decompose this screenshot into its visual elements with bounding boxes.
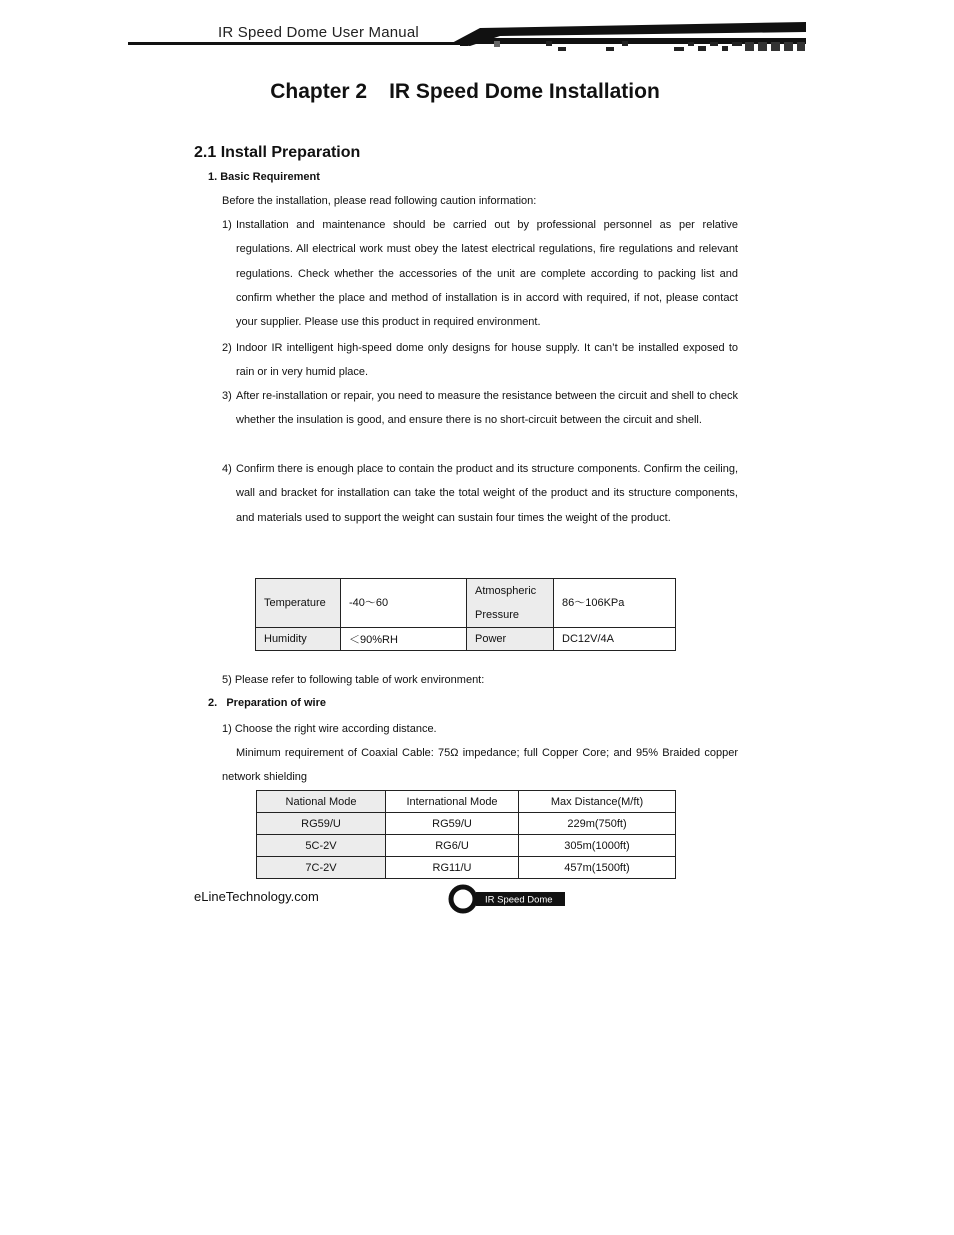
table-cell: Power xyxy=(467,628,554,651)
chapter-title xyxy=(0,80,930,104)
list-item-text: After re-installation or repair, you need to measure the resistance between the circuit and shell to check whether the insulation is good, and ensure there is no short-circuit between the circuit and shell. xyxy=(236,390,738,427)
table-cell: 7C-2V xyxy=(257,857,386,879)
table-row xyxy=(257,835,676,857)
table-cell: 86～106KPa xyxy=(554,579,676,628)
ir-speed-dome-logo xyxy=(448,884,568,914)
table-cell: RG6/U xyxy=(386,835,519,857)
table-cell: 229m(750ft) xyxy=(519,813,676,835)
list-item xyxy=(222,213,738,334)
table-header-cell: International Mode xyxy=(386,791,519,813)
work-environment-table xyxy=(255,578,676,651)
table-row xyxy=(256,579,676,628)
footer-website: eLineTechnology.com xyxy=(194,889,319,904)
header-banner-graphic xyxy=(440,22,806,54)
list-item-text: Confirm there is enough place to contain the product and its structure components. Confirm the ceiling, wall and bracket for installation can take the total weight of the product and its structure components, and materials used to support the weight can sustain four times the weight of the product. xyxy=(236,463,738,524)
wire-heading: 2. Preparation of wire xyxy=(208,697,326,709)
basic-requirement-heading: 1. Basic Requirement xyxy=(208,171,320,183)
table-cell: RG11/U xyxy=(386,857,519,879)
list-item xyxy=(222,336,738,385)
chapter-number: Chapter 2 xyxy=(270,80,368,103)
table-cell: RG59/U xyxy=(257,813,386,835)
table-cell: 5C-2V xyxy=(257,835,386,857)
table-cell: Temperature xyxy=(256,579,341,628)
list-item-text: Indoor IR intelligent high-speed dome only designs for house supply. It can’t be installed exposed to rain or in very humid place. xyxy=(236,342,738,379)
table-header-cell: National Mode xyxy=(257,791,386,813)
wire-distance-table xyxy=(256,790,676,879)
intro-paragraph: Before the installation, please read following caution information: xyxy=(222,195,537,207)
header-rule xyxy=(128,42,468,45)
table-cell: 305m(1000ft) xyxy=(519,835,676,857)
wire-item-1: 1) Choose the right wire according distance. xyxy=(222,723,437,735)
list-item-number: 1) xyxy=(222,219,232,231)
coaxial-requirement: Minimum requirement of Coaxial Cable: 75Ω impedance; full Copper Core; and 95% Braided copper network shielding xyxy=(222,747,738,784)
table-row xyxy=(257,857,676,879)
section-heading: 2.1 Install Preparation xyxy=(194,144,361,161)
table-cell: Humidity xyxy=(256,628,341,651)
table-cell: -40～60 xyxy=(341,579,467,628)
list-item xyxy=(222,384,738,433)
table-header-cell: Max Distance(M/ft) xyxy=(519,791,676,813)
table-row xyxy=(256,628,676,651)
table-cell: Atmospheric Pressure xyxy=(467,579,554,628)
list-item-text: Installation and maintenance should be carried out by professional personnel as per relative regulations. All electrical work must obey the latest electrical regulations, fire regulations and relevant regulations. Check whether the accessories of the unit are complete according to packing list and confirm whether the place and method of installation is in accord with required, if not, please contact your supplier. Please use this product in required environment. xyxy=(236,219,738,329)
item-5-text: 5) Please refer to following table of work environment: xyxy=(222,674,485,686)
running-header-title: IR Speed Dome User Manual xyxy=(218,24,419,41)
table-cell: ＜90%RH xyxy=(341,628,467,651)
list-item-number: 4) xyxy=(222,463,232,475)
table-cell: DC12V/4A xyxy=(554,628,676,651)
chapter-name: IR Speed Dome Installation xyxy=(389,80,660,103)
list-item-number: 2) xyxy=(222,342,232,354)
table-cell: RG59/U xyxy=(386,813,519,835)
table-row xyxy=(257,813,676,835)
list-item-number: 3) xyxy=(222,390,232,402)
table-cell: 457m(1500ft) xyxy=(519,857,676,879)
logo-text: IR Speed Dome xyxy=(485,894,553,906)
table-header-row xyxy=(257,791,676,813)
list-item xyxy=(222,457,738,530)
